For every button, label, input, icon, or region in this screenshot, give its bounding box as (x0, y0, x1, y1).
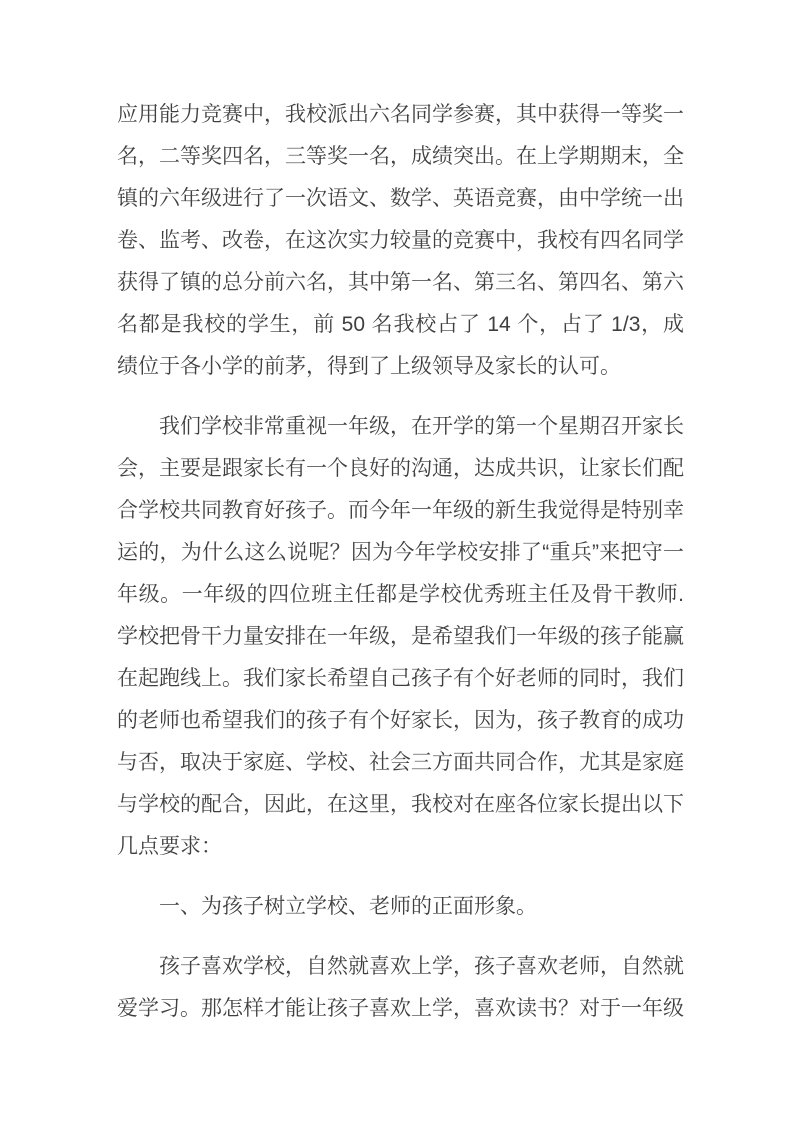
section-heading-positive-image: 一、为孩子树立学校、老师的正面形象。 (159, 895, 537, 918)
paragraph-first-grade-importance: 我们学校非常重视一年级，在开学的第一个星期召开家长会，主要是跟家长有一个良好的沟通，达成共识，让家长们配合学校共同教育好孩子。而今年一年级的新生我觉得是特别幸运的，为什么这么说呢？因为今年学校安排了“重兵”来把守一年级。一年级的四位班主任都是学校优秀班主任及骨干教师.学校把骨干力量安排在一年级，是希望我们一年级的孩子能赢在起跑线上。我们家长希望自己孩子有个好老师的同时，我们的老师也希望我们的孩子有个好家长，因为，孩子教育的成功与否，取决于家庭、学校、社会三方面共同合作，尤其是家庭与学校的配合，因此，在这里，我校对在座各位家长提出以下几点要求： (117, 415, 684, 858)
paragraph-competition-results: 应用能力竞赛中，我校派出六名同学参赛，其中获得一等奖一名，二等奖四名，三等奖一名，成绩突出。在上学期期末，全镇的六年级进行了一次语文、数学、英语竞赛，由中学统一出卷、监考、改卷，在这次实力较量的竞赛中，我校有四名同学获得了镇的总分前六名，其中第一名、第三名、第四名、第六名都是我校的学生，前 50 名我校占了 14 个，占了 1/3，成绩位于各小学的前茅，得到了上级领导及家长的认可。 (117, 103, 684, 378)
paragraph-child-likes-school: 孩子喜欢学校，自然就喜欢上学，孩子喜欢老师，自然就爱学习。那怎样才能让孩子喜欢上学，喜欢读书？对于一年级 (117, 955, 684, 1020)
